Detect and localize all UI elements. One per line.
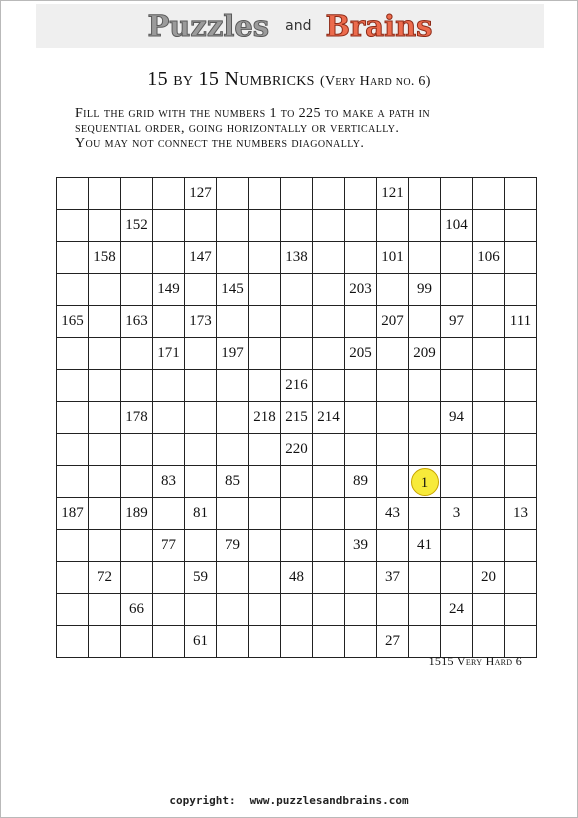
grid-cell[interactable] xyxy=(345,594,377,626)
grid-cell[interactable] xyxy=(409,242,441,274)
grid-cell[interactable] xyxy=(89,530,121,562)
grid-cell[interactable] xyxy=(121,434,153,466)
website-link[interactable]: www.puzzlesandbrains.com xyxy=(249,794,409,807)
grid-cell[interactable] xyxy=(217,626,249,658)
grid-cell[interactable] xyxy=(57,562,89,594)
grid-cell[interactable] xyxy=(89,466,121,498)
grid-cell[interactable] xyxy=(505,178,537,210)
grid-cell[interactable] xyxy=(57,274,89,306)
grid-cell[interactable] xyxy=(473,626,505,658)
grid-cell[interactable] xyxy=(313,594,345,626)
grid-cell[interactable] xyxy=(345,562,377,594)
grid-cell[interactable] xyxy=(345,306,377,338)
grid-cell[interactable]: 197 xyxy=(217,338,249,370)
grid-row xyxy=(57,178,537,210)
grid-cell[interactable]: 24 xyxy=(441,594,473,626)
grid-cell[interactable] xyxy=(89,210,121,242)
grid-cell[interactable] xyxy=(505,370,537,402)
grid-cell[interactable] xyxy=(409,466,441,498)
grid-cell[interactable] xyxy=(57,242,89,274)
grid-cell[interactable] xyxy=(249,626,281,658)
grid-cell[interactable] xyxy=(473,274,505,306)
grid-cell[interactable] xyxy=(217,434,249,466)
grid-cell[interactable] xyxy=(121,274,153,306)
instruction-line: Fill the grid with the numbers 1 to 225 to make a path in xyxy=(75,106,430,121)
grid-cell[interactable] xyxy=(249,338,281,370)
grid-cell[interactable] xyxy=(185,434,217,466)
grid-cell[interactable] xyxy=(89,402,121,434)
grid-cell[interactable]: 215 xyxy=(281,402,313,434)
grid-cell[interactable] xyxy=(345,402,377,434)
logo-word-and: and xyxy=(285,18,312,34)
copyright-label: copyright: xyxy=(169,794,236,807)
logo-word-puzzles: Puzzles xyxy=(147,9,270,43)
grid-cell[interactable] xyxy=(313,498,345,530)
grid-cell[interactable] xyxy=(505,594,537,626)
grid-cell[interactable] xyxy=(505,562,537,594)
grid-cell[interactable] xyxy=(473,338,505,370)
grid-cell[interactable] xyxy=(249,306,281,338)
grid-cell[interactable] xyxy=(441,466,473,498)
grid-row xyxy=(57,594,537,626)
grid-cell[interactable] xyxy=(505,626,537,658)
grid-cell[interactable] xyxy=(249,242,281,274)
grid-cell[interactable] xyxy=(345,178,377,210)
grid-cell[interactable] xyxy=(57,434,89,466)
grid-cell[interactable] xyxy=(57,210,89,242)
grid-cell[interactable] xyxy=(441,178,473,210)
grid-cell[interactable] xyxy=(153,242,185,274)
grid-cell[interactable] xyxy=(345,210,377,242)
grid-cell[interactable]: 106 xyxy=(473,242,505,274)
grid-cell[interactable] xyxy=(281,626,313,658)
grid-cell[interactable] xyxy=(345,626,377,658)
grid-cell[interactable] xyxy=(505,434,537,466)
footer xyxy=(0,794,578,807)
grid-cell[interactable] xyxy=(121,338,153,370)
grid-cell[interactable] xyxy=(89,338,121,370)
grid-cell[interactable] xyxy=(249,210,281,242)
grid-cell[interactable] xyxy=(345,242,377,274)
grid-cell[interactable] xyxy=(345,434,377,466)
grid-cell[interactable]: 173 xyxy=(185,306,217,338)
grid-cell[interactable] xyxy=(441,370,473,402)
grid-cell[interactable] xyxy=(313,210,345,242)
grid-cell[interactable] xyxy=(57,178,89,210)
grid-cell[interactable] xyxy=(313,466,345,498)
grid-cell[interactable]: 77 xyxy=(153,530,185,562)
grid-row xyxy=(57,242,537,274)
grid-cell[interactable] xyxy=(89,498,121,530)
grid-cell[interactable] xyxy=(377,274,409,306)
grid-cell[interactable]: 138 xyxy=(281,242,313,274)
grid-cell[interactable]: 165 xyxy=(57,306,89,338)
grid-cell[interactable]: 66 xyxy=(121,594,153,626)
grid-cell[interactable]: 37 xyxy=(377,562,409,594)
grid-cell[interactable] xyxy=(377,338,409,370)
grid-cell[interactable] xyxy=(345,498,377,530)
grid-cell[interactable]: 205 xyxy=(345,338,377,370)
grid-cell[interactable]: 43 xyxy=(377,498,409,530)
grid-cell[interactable]: 152 xyxy=(121,210,153,242)
grid-cell[interactable] xyxy=(281,594,313,626)
grid-cell[interactable] xyxy=(505,466,537,498)
grid-cell[interactable]: 209 xyxy=(409,338,441,370)
grid-cell[interactable]: 81 xyxy=(185,498,217,530)
grid-cell[interactable] xyxy=(409,434,441,466)
grid-cell[interactable]: 149 xyxy=(153,274,185,306)
grid-cell[interactable] xyxy=(281,306,313,338)
grid-cell[interactable] xyxy=(217,178,249,210)
instruction-line: sequential order, going horizontally or vertically. xyxy=(75,121,400,136)
grid-cell[interactable] xyxy=(249,594,281,626)
grid-cell[interactable] xyxy=(153,402,185,434)
grid-cell[interactable]: 203 xyxy=(345,274,377,306)
grid-cell[interactable] xyxy=(409,210,441,242)
puzzle-id-label: 1515 Very Hard 6 xyxy=(428,654,522,668)
grid-cell[interactable] xyxy=(313,562,345,594)
grid-cell[interactable]: 13 xyxy=(505,498,537,530)
grid-cell[interactable] xyxy=(281,178,313,210)
title-subtitle: (Very Hard no. 6) xyxy=(320,74,431,89)
grid-cell[interactable]: 61 xyxy=(185,626,217,658)
grid-row xyxy=(57,530,537,562)
grid-cell[interactable] xyxy=(185,594,217,626)
grid-cell[interactable] xyxy=(185,370,217,402)
grid-cell[interactable] xyxy=(57,530,89,562)
grid-cell[interactable]: 171 xyxy=(153,338,185,370)
grid-cell[interactable] xyxy=(185,466,217,498)
grid-cell[interactable] xyxy=(409,402,441,434)
grid-cell[interactable]: 104 xyxy=(441,210,473,242)
grid-cell[interactable]: 99 xyxy=(409,274,441,306)
grid-cell[interactable] xyxy=(377,594,409,626)
grid-cell[interactable] xyxy=(409,498,441,530)
grid-cell[interactable] xyxy=(441,274,473,306)
grid-cell[interactable] xyxy=(409,594,441,626)
grid-cell[interactable] xyxy=(505,530,537,562)
grid-cell[interactable] xyxy=(473,434,505,466)
grid-row xyxy=(57,210,537,242)
grid-cell[interactable] xyxy=(89,178,121,210)
grid-cell[interactable] xyxy=(473,498,505,530)
header-banner xyxy=(36,4,544,48)
grid-cell[interactable] xyxy=(217,370,249,402)
grid-cell[interactable]: 121 xyxy=(377,178,409,210)
grid-cell[interactable] xyxy=(441,626,473,658)
grid-cell[interactable]: 207 xyxy=(377,306,409,338)
grid-cell[interactable] xyxy=(473,210,505,242)
grid-cell[interactable] xyxy=(505,210,537,242)
grid-cell[interactable] xyxy=(249,498,281,530)
grid-row xyxy=(57,370,537,402)
grid-cell[interactable] xyxy=(313,370,345,402)
grid-cell[interactable] xyxy=(441,338,473,370)
grid-cell[interactable] xyxy=(185,338,217,370)
grid-cell[interactable] xyxy=(249,434,281,466)
grid-cell[interactable] xyxy=(249,274,281,306)
grid-cell[interactable] xyxy=(153,562,185,594)
grid-cell[interactable] xyxy=(249,562,281,594)
grid-cell[interactable] xyxy=(57,402,89,434)
grid-cell[interactable] xyxy=(441,530,473,562)
grid-row xyxy=(57,626,537,658)
grid-cell[interactable] xyxy=(121,562,153,594)
grid-cell[interactable] xyxy=(153,434,185,466)
grid-cell[interactable] xyxy=(409,562,441,594)
grid-cell[interactable] xyxy=(57,338,89,370)
grid-cell[interactable] xyxy=(249,466,281,498)
grid-cell[interactable]: 147 xyxy=(185,242,217,274)
grid-cell[interactable]: 111 xyxy=(505,306,537,338)
grid-cell[interactable]: 3 xyxy=(441,498,473,530)
grid-cell[interactable] xyxy=(153,498,185,530)
grid-cell[interactable] xyxy=(473,594,505,626)
grid-cell[interactable] xyxy=(377,466,409,498)
grid-cell[interactable] xyxy=(281,530,313,562)
grid-cell[interactable] xyxy=(153,178,185,210)
grid-cell[interactable] xyxy=(217,306,249,338)
grid-cell[interactable]: 83 xyxy=(153,466,185,498)
grid-cell[interactable] xyxy=(121,466,153,498)
grid-cell[interactable] xyxy=(217,402,249,434)
grid-cell[interactable] xyxy=(121,178,153,210)
grid-cell[interactable] xyxy=(185,274,217,306)
grid-cell[interactable]: 94 xyxy=(441,402,473,434)
grid-cell[interactable] xyxy=(153,210,185,242)
grid-cell[interactable] xyxy=(249,370,281,402)
grid-cell[interactable] xyxy=(89,306,121,338)
grid-cell[interactable]: 41 xyxy=(409,530,441,562)
grid-cell[interactable] xyxy=(441,562,473,594)
grid-cell[interactable]: 79 xyxy=(217,530,249,562)
grid-cell[interactable] xyxy=(441,434,473,466)
grid-cell[interactable] xyxy=(313,338,345,370)
grid-row xyxy=(57,434,537,466)
grid-cell[interactable] xyxy=(473,306,505,338)
grid-cell[interactable] xyxy=(345,370,377,402)
grid-cell[interactable] xyxy=(377,530,409,562)
puzzle-grid-table xyxy=(56,177,537,658)
site-logo[interactable] xyxy=(36,6,544,46)
grid-cell[interactable] xyxy=(121,370,153,402)
grid-cell[interactable] xyxy=(505,338,537,370)
grid-cell[interactable] xyxy=(505,242,537,274)
grid-cell[interactable] xyxy=(281,466,313,498)
logo-word-brains: Brains xyxy=(325,9,433,43)
grid-cell[interactable] xyxy=(249,530,281,562)
grid-cell[interactable] xyxy=(281,274,313,306)
grid-cell[interactable] xyxy=(249,178,281,210)
grid-cell[interactable] xyxy=(217,210,249,242)
grid-cell[interactable]: 48 xyxy=(281,562,313,594)
grid-cell[interactable]: 72 xyxy=(89,562,121,594)
grid-row xyxy=(57,466,537,498)
grid-cell[interactable]: 101 xyxy=(377,242,409,274)
grid-cell[interactable] xyxy=(377,434,409,466)
grid-cell[interactable] xyxy=(409,178,441,210)
grid-cell[interactable] xyxy=(217,242,249,274)
instruction-line: You may not connect the numbers diagonally. xyxy=(75,136,365,151)
grid-cell[interactable] xyxy=(57,466,89,498)
grid-row xyxy=(57,338,537,370)
grid-cell[interactable] xyxy=(153,594,185,626)
grid-cell[interactable]: 163 xyxy=(121,306,153,338)
grid-cell[interactable]: 220 xyxy=(281,434,313,466)
grid-cell[interactable] xyxy=(441,242,473,274)
grid-cell[interactable] xyxy=(281,210,313,242)
grid-cell[interactable] xyxy=(57,626,89,658)
grid-cell[interactable] xyxy=(185,530,217,562)
grid-cell[interactable] xyxy=(377,210,409,242)
grid-cell[interactable] xyxy=(473,466,505,498)
grid-cell[interactable] xyxy=(89,370,121,402)
grid-cell[interactable] xyxy=(89,274,121,306)
grid-cell[interactable] xyxy=(217,498,249,530)
grid-cell[interactable]: 127 xyxy=(185,178,217,210)
grid-row xyxy=(57,274,537,306)
grid-cell[interactable] xyxy=(153,626,185,658)
grid-cell[interactable] xyxy=(313,530,345,562)
grid-cell[interactable] xyxy=(217,594,249,626)
grid-cell[interactable]: 218 xyxy=(249,402,281,434)
grid-cell[interactable] xyxy=(281,498,313,530)
grid-row xyxy=(57,306,537,338)
grid-cell[interactable] xyxy=(409,626,441,658)
grid-cell[interactable] xyxy=(409,370,441,402)
grid-cell[interactable] xyxy=(89,626,121,658)
grid-row xyxy=(57,402,537,434)
grid-cell[interactable] xyxy=(121,626,153,658)
title-main: 15 by 15 Numbricks xyxy=(147,68,315,90)
grid-cell[interactable] xyxy=(473,370,505,402)
grid-cell[interactable] xyxy=(377,370,409,402)
grid-cell[interactable] xyxy=(505,402,537,434)
grid-cell[interactable] xyxy=(121,242,153,274)
grid-cell[interactable]: 145 xyxy=(217,274,249,306)
grid-cell[interactable] xyxy=(473,530,505,562)
grid-cell[interactable]: 178 xyxy=(121,402,153,434)
grid-cell[interactable] xyxy=(153,370,185,402)
grid-cell[interactable] xyxy=(313,242,345,274)
grid-cell[interactable] xyxy=(313,306,345,338)
grid-cell[interactable] xyxy=(473,178,505,210)
grid-cell[interactable]: 216 xyxy=(281,370,313,402)
grid-cell[interactable] xyxy=(313,434,345,466)
grid-cell[interactable] xyxy=(89,434,121,466)
grid-cell[interactable]: 158 xyxy=(89,242,121,274)
grid-cell[interactable]: 89 xyxy=(345,466,377,498)
grid-cell[interactable]: 39 xyxy=(345,530,377,562)
page-title xyxy=(0,68,578,91)
puzzle-grid xyxy=(56,177,532,649)
grid-cell[interactable]: 20 xyxy=(473,562,505,594)
grid-cell[interactable] xyxy=(281,338,313,370)
grid-cell[interactable] xyxy=(313,178,345,210)
instructions xyxy=(75,106,535,151)
grid-cell[interactable] xyxy=(313,274,345,306)
grid-cell[interactable]: 214 xyxy=(313,402,345,434)
grid-cell[interactable]: 59 xyxy=(185,562,217,594)
grid-row xyxy=(57,498,537,530)
grid-cell[interactable] xyxy=(505,274,537,306)
start-number-circle: 1 xyxy=(411,468,439,496)
grid-cell[interactable] xyxy=(217,562,249,594)
grid-cell[interactable] xyxy=(57,594,89,626)
grid-cell[interactable]: 27 xyxy=(377,626,409,658)
grid-row xyxy=(57,562,537,594)
grid-cell[interactable] xyxy=(409,306,441,338)
grid-cell[interactable] xyxy=(313,626,345,658)
grid-cell[interactable] xyxy=(57,370,89,402)
grid-cell[interactable] xyxy=(377,402,409,434)
grid-cell[interactable]: 97 xyxy=(441,306,473,338)
grid-cell[interactable]: 85 xyxy=(217,466,249,498)
grid-cell[interactable] xyxy=(89,594,121,626)
grid-cell[interactable] xyxy=(185,402,217,434)
grid-cell[interactable] xyxy=(121,530,153,562)
grid-cell[interactable]: 187 xyxy=(57,498,89,530)
grid-cell[interactable] xyxy=(473,402,505,434)
grid-cell[interactable] xyxy=(185,210,217,242)
grid-cell[interactable]: 189 xyxy=(121,498,153,530)
grid-cell[interactable] xyxy=(153,306,185,338)
